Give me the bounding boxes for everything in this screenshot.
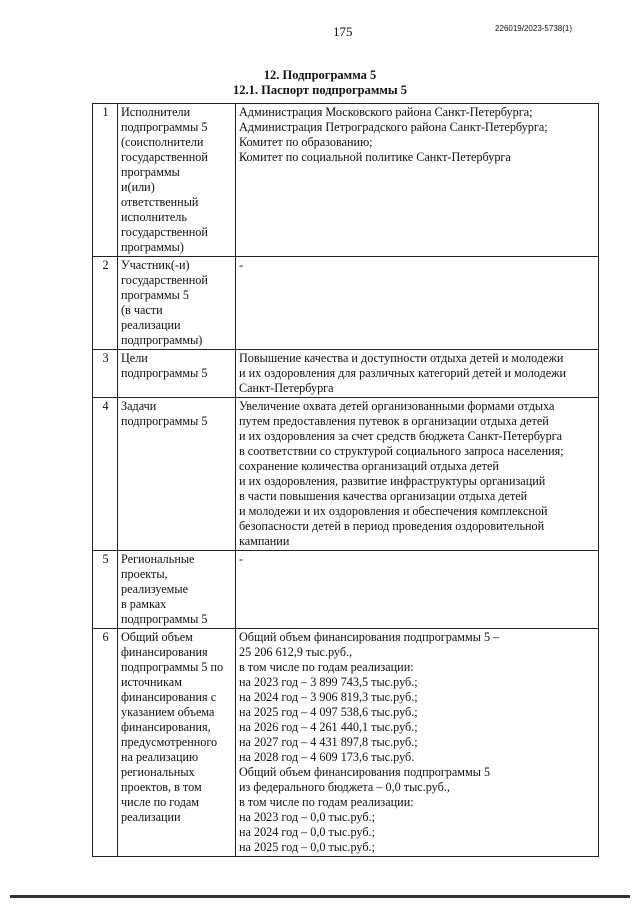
row-label-line: реализуемые (121, 582, 188, 596)
row-value-line: на 2023 год – 3 899 743,5 тыс.руб.; (239, 675, 418, 689)
row-label-line: и(или) (121, 180, 155, 194)
row-label-line: предусмотренного (121, 735, 218, 749)
row-value-line: на 2025 год – 0,0 тыс.руб.; (239, 840, 375, 854)
row-label-line: (соисполнители (121, 135, 204, 149)
row-label-line: программы (121, 165, 180, 179)
table-row (93, 350, 599, 398)
document-code: 226019/2023-5738(1) (495, 24, 572, 33)
row-label-line: проектов, в том (121, 780, 202, 794)
row-number: 5 (93, 551, 118, 629)
row-value-line: в том числе по годам реализации: (239, 660, 414, 674)
row-value-line: на 2024 год – 0,0 тыс.руб.; (239, 825, 375, 839)
row-label-line: на реализацию (121, 750, 199, 764)
row-value-line: Комитет по образованию; (239, 135, 373, 149)
row-value-line: на 2026 год – 4 261 440,1 тыс.руб.; (239, 720, 418, 734)
row-value (236, 350, 599, 398)
row-label (118, 104, 236, 257)
row-label-line: финансирования с (121, 690, 217, 704)
row-label-line: финансирования, (121, 720, 211, 734)
row-label-line: проекты, (121, 567, 168, 581)
row-value-line: и их оздоровления, развитие инфраструктуры организаций (239, 474, 546, 488)
table-row (93, 551, 599, 629)
row-value-line: на 2025 год – 4 097 538,6 тыс.руб.; (239, 705, 418, 719)
row-value-line: - (239, 552, 244, 566)
row-value-line: Повышение качества и доступности отдыха детей и молодежи (239, 351, 564, 365)
row-label-line: Задачи (121, 399, 157, 413)
row-label-line: ответственный (121, 195, 199, 209)
row-number: 2 (93, 257, 118, 350)
subprogram-title: 12. Подпрограмма 5 (263, 68, 377, 82)
row-label-line: подпрограммы 5 (121, 120, 208, 134)
row-value-line: на 2028 год – 4 609 173,6 тыс.руб. (239, 750, 415, 764)
row-value-line: в том числе по годам реализации: (239, 795, 414, 809)
row-label (118, 551, 236, 629)
row-value-line: Увеличение охвата детей организованными формами отдыха (239, 399, 555, 413)
row-value-line: из федерального бюджета – 0,0 тыс.руб., (239, 780, 450, 794)
row-label-line: реализации (121, 318, 181, 332)
row-label-line: государственной (121, 273, 208, 287)
row-value-line: на 2024 год – 3 906 819,3 тыс.руб.; (239, 690, 418, 704)
row-value (236, 398, 599, 551)
row-value-line: Общий объем финансирования подпрограммы 5 – (239, 630, 500, 644)
row-value-line: Администрация Московского района Санкт-Петербурга; (239, 105, 533, 119)
row-number: 6 (93, 629, 118, 857)
row-value (236, 551, 599, 629)
row-label-line: финансирования (121, 645, 208, 659)
row-value (236, 629, 599, 857)
row-label-line: подпрограммы 5 по (121, 660, 224, 674)
row-value-line: сохранение количества организаций отдыха детей (239, 459, 499, 473)
row-label-line: Региональные (121, 552, 195, 566)
row-label-line: государственной (121, 225, 208, 239)
row-label (118, 629, 236, 857)
row-label-line: программы 5 (121, 288, 189, 302)
row-value-line: в соответствии со структурой социального запроса населения; (239, 444, 564, 458)
row-value (236, 257, 599, 350)
table-row (93, 257, 599, 350)
bottom-scan-rule (10, 895, 630, 898)
row-label-line: реализации (121, 810, 181, 824)
row-label (118, 398, 236, 551)
row-value-line: на 2023 год – 0,0 тыс.руб.; (239, 810, 375, 824)
row-value-line: - (239, 258, 244, 272)
row-label-line: исполнитель (121, 210, 187, 224)
row-label-line: подпрограммы 5 (121, 366, 208, 380)
row-label (118, 257, 236, 350)
row-label-line: источникам (121, 675, 182, 689)
row-label-line: подпрограммы) (121, 333, 203, 347)
row-value-line: Администрация Петроградского района Санкт-Петербурга; (239, 120, 548, 134)
passport-title: 12.1. Паспорт подпрограммы 5 (232, 83, 407, 97)
row-label-line: региональных (121, 765, 195, 779)
row-value-line: и их оздоровления за счет средств бюджета Санкт-Петербурга (239, 429, 563, 443)
row-label-line: в рамках (121, 597, 167, 611)
page-number: 175 (333, 24, 353, 39)
row-value-line: Комитет по социальной политике Санкт-Петербурга (239, 150, 511, 164)
row-label-line: указанием объема (121, 705, 215, 719)
row-label-line: Общий объем (121, 630, 193, 644)
row-label-line: Цели (121, 351, 148, 365)
row-value-line: в части повышения качества организации отдыха детей (239, 489, 528, 503)
row-value-line: на 2027 год – 4 431 897,8 тыс.руб.; (239, 735, 418, 749)
row-value-line: 25 206 612,9 тыс.руб., (239, 645, 353, 659)
row-value-line: путем предоставления путевок в организации отдыха детей (239, 414, 549, 428)
table-row (93, 104, 599, 257)
passport-table-body (93, 104, 599, 857)
row-value-line: и их оздоровления для различных категорий детей и молодежи (239, 366, 567, 380)
passport-table (92, 103, 599, 857)
table-row (93, 398, 599, 551)
row-label-line: Исполнители (121, 105, 191, 119)
row-label-line: программы) (121, 240, 184, 254)
row-label-line: числе по годам (121, 795, 200, 809)
row-value-line: кампании (239, 534, 290, 548)
row-number: 4 (93, 398, 118, 551)
row-label (118, 350, 236, 398)
row-value-line: Общий объем финансирования подпрограммы 5 (239, 765, 491, 779)
row-label-line: подпрограммы 5 (121, 612, 208, 626)
row-value-line: Санкт-Петербурга (239, 381, 334, 395)
row-label-line: (в части (121, 303, 163, 317)
row-label-line: государственной (121, 150, 208, 164)
row-label-line: подпрограммы 5 (121, 414, 208, 428)
row-number: 3 (93, 350, 118, 398)
row-label-line: Участник(-и) (121, 258, 190, 272)
row-value-line: и молодежи и их оздоровления и обеспечения комплексной (239, 504, 548, 518)
row-value-line: безопасности детей в период проведения оздоровительной (239, 519, 545, 533)
row-number: 1 (93, 104, 118, 257)
table-row (93, 629, 599, 857)
row-value (236, 104, 599, 257)
